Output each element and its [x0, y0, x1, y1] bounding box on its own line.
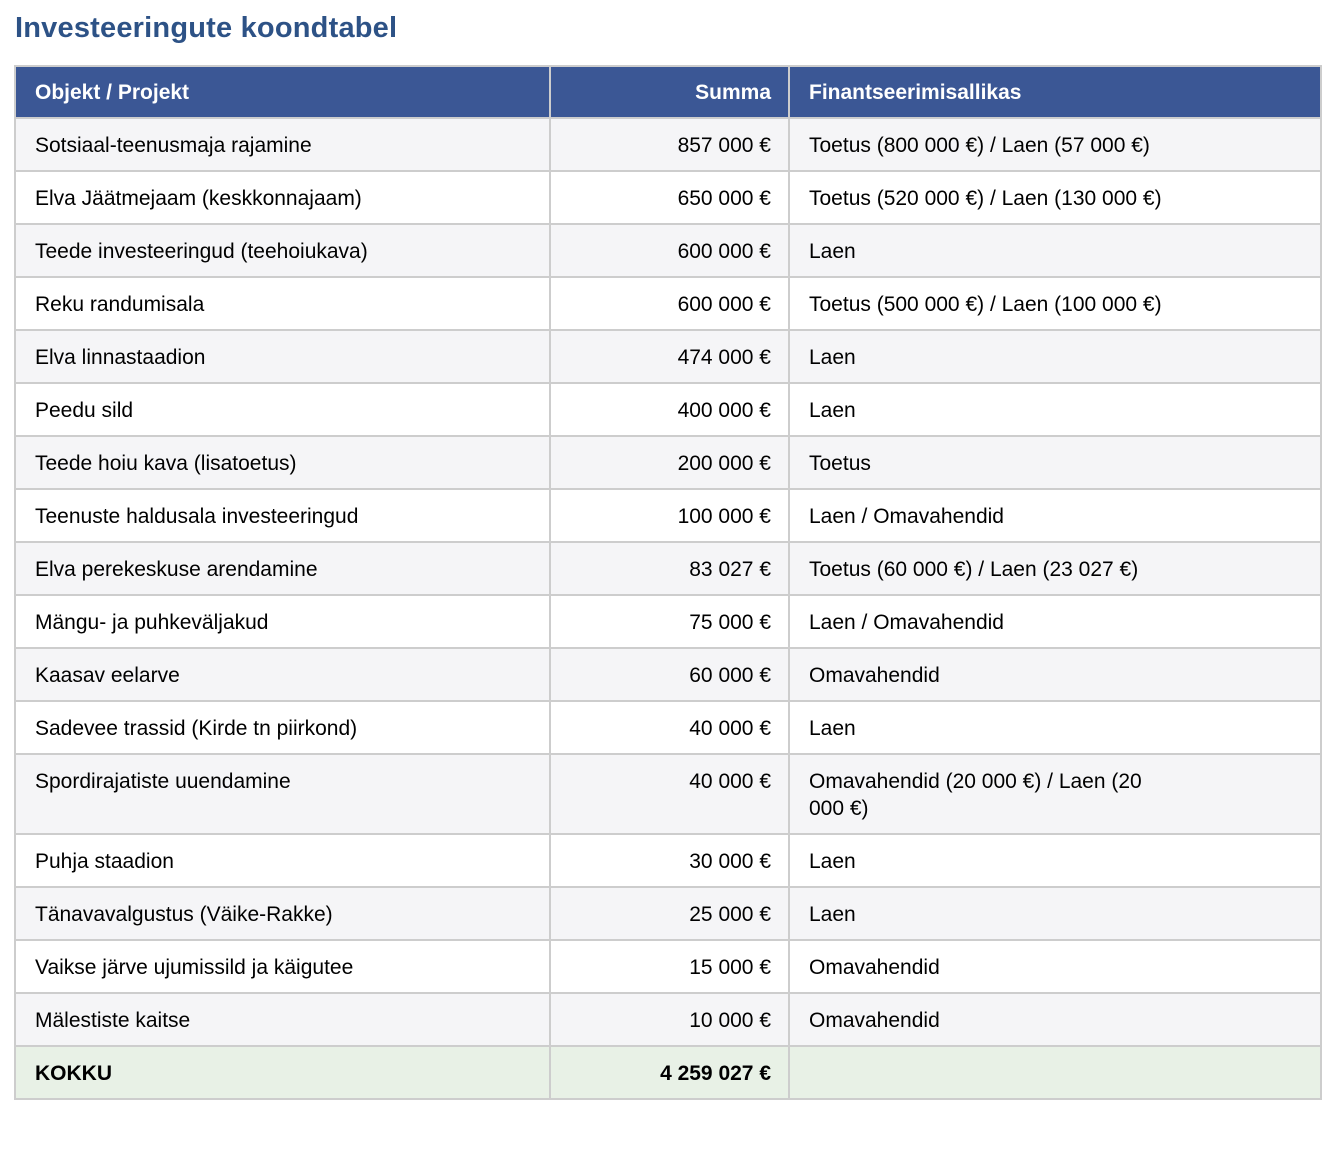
total-financing	[789, 1046, 1321, 1099]
financing-cell: Laen	[789, 834, 1321, 887]
table-body	[15, 118, 1321, 1046]
financing-cell: Laen / Omavahendid	[789, 489, 1321, 542]
table-row	[15, 118, 1321, 171]
financing-cell: Omavahendid	[789, 993, 1321, 1046]
table-row	[15, 701, 1321, 754]
table-row	[15, 887, 1321, 940]
project-cell: Tänavavalgustus (Väike-Rakke)	[15, 887, 550, 940]
investments-table	[14, 65, 1322, 1100]
amount-cell: 40 000 €	[550, 754, 789, 834]
project-cell: Teenuste haldusala investeeringud	[15, 489, 550, 542]
amount-cell: 100 000 €	[550, 489, 789, 542]
amount-cell: 83 027 €	[550, 542, 789, 595]
table-row	[15, 754, 1321, 834]
table-row	[15, 834, 1321, 887]
amount-cell: 857 000 €	[550, 118, 789, 171]
project-cell: Sadevee trassid (Kirde tn piirkond)	[15, 701, 550, 754]
total-label: KOKKU	[15, 1046, 550, 1099]
total-row	[15, 1046, 1321, 1099]
project-cell: Reku randumisala	[15, 277, 550, 330]
project-cell: Mängu- ja puhkeväljakud	[15, 595, 550, 648]
project-cell: Elva linnastaadion	[15, 330, 550, 383]
table-row	[15, 648, 1321, 701]
financing-cell: Omavahendid	[789, 648, 1321, 701]
financing-cell: Toetus	[789, 436, 1321, 489]
project-cell: Elva Jäätmejaam (keskkonnajaam)	[15, 171, 550, 224]
amount-cell: 40 000 €	[550, 701, 789, 754]
financing-cell: Omavahendid	[789, 940, 1321, 993]
table-row	[15, 940, 1321, 993]
amount-cell: 474 000 €	[550, 330, 789, 383]
header-row	[15, 66, 1321, 118]
project-cell: Sotsiaal-teenusmaja rajamine	[15, 118, 550, 171]
column-header-project: Objekt / Projekt	[15, 66, 550, 118]
financing-cell: Toetus (500 000 €) / Laen (100 000 €)	[789, 277, 1321, 330]
amount-cell: 650 000 €	[550, 171, 789, 224]
amount-cell: 400 000 €	[550, 383, 789, 436]
financing-cell: Toetus (60 000 €) / Laen (23 027 €)	[789, 542, 1321, 595]
amount-cell: 25 000 €	[550, 887, 789, 940]
table-row	[15, 542, 1321, 595]
project-cell: Spordirajatiste uuendamine	[15, 754, 550, 834]
project-cell: Kaasav eelarve	[15, 648, 550, 701]
table-row	[15, 489, 1321, 542]
table-row	[15, 330, 1321, 383]
financing-cell: Laen	[789, 701, 1321, 754]
project-cell: Teede hoiu kava (lisatoetus)	[15, 436, 550, 489]
financing-cell: Laen	[789, 383, 1321, 436]
financing-cell: Omavahendid (20 000 €) / Laen (20 000 €)	[789, 754, 1321, 834]
amount-cell: 10 000 €	[550, 993, 789, 1046]
project-cell: Peedu sild	[15, 383, 550, 436]
table-row	[15, 993, 1321, 1046]
financing-cell: Laen	[789, 330, 1321, 383]
amount-cell: 60 000 €	[550, 648, 789, 701]
amount-cell: 200 000 €	[550, 436, 789, 489]
project-cell: Puhja staadion	[15, 834, 550, 887]
table-row	[15, 436, 1321, 489]
amount-cell: 75 000 €	[550, 595, 789, 648]
table-row	[15, 383, 1321, 436]
table-row	[15, 224, 1321, 277]
table-row	[15, 277, 1321, 330]
column-header-financing: Finantseerimisallikas	[789, 66, 1321, 118]
amount-cell: 600 000 €	[550, 224, 789, 277]
financing-cell: Laen	[789, 887, 1321, 940]
financing-cell: Laen / Omavahendid	[789, 595, 1321, 648]
table-row	[15, 595, 1321, 648]
page-title: Investeeringute koondtabel	[15, 12, 398, 44]
amount-cell: 600 000 €	[550, 277, 789, 330]
total-amount: 4 259 027 €	[550, 1046, 789, 1099]
table-row	[15, 171, 1321, 224]
financing-cell: Toetus (520 000 €) / Laen (130 000 €)	[789, 171, 1321, 224]
project-cell: Mälestiste kaitse	[15, 993, 550, 1046]
financing-cell: Laen	[789, 224, 1321, 277]
project-cell: Elva perekeskuse arendamine	[15, 542, 550, 595]
amount-cell: 30 000 €	[550, 834, 789, 887]
project-cell: Vaikse järve ujumissild ja käigutee	[15, 940, 550, 993]
project-cell: Teede investeeringud (teehoiukava)	[15, 224, 550, 277]
amount-cell: 15 000 €	[550, 940, 789, 993]
financing-cell: Toetus (800 000 €) / Laen (57 000 €)	[789, 118, 1321, 171]
column-header-amount: Summa	[550, 66, 789, 118]
